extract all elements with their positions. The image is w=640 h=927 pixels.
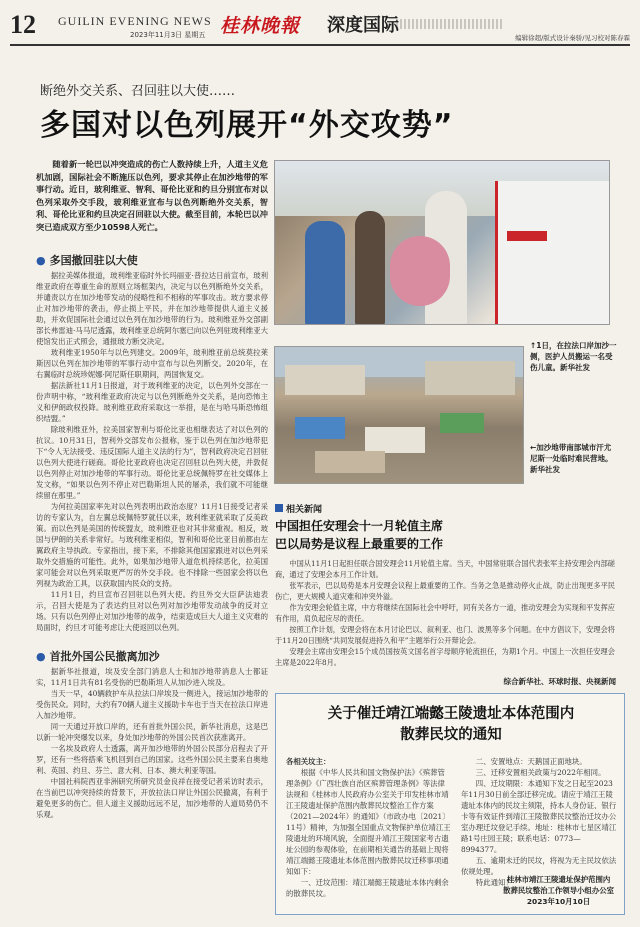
photo-ambulance-stripe: [507, 231, 547, 241]
section1-paragraph: 据法新社11月1日报道，对于玻利维亚的决定，以色列外交部在一份声明中称，“玻利维亚政府决定与以色列断绝外交关系，是向恐怖主义和伊朗政权投降。玻利维亚政府采取这一举措，是在与哈马斯恐怖组织结盟。”: [36, 381, 268, 423]
notice-paragraph: 特此通知！: [475, 878, 513, 887]
photo-child: [390, 236, 450, 306]
notice-paragraph: 五、逾期未迁的民坟，将视为无主民坟依法依规处理。: [461, 856, 617, 876]
related-news-title: [275, 517, 615, 553]
photo-tent: [295, 417, 345, 439]
section1-body: [36, 270, 268, 638]
article-headline: 多国对以色列展开“外交攻势”: [40, 108, 454, 143]
photo-tent: [440, 413, 484, 433]
notice-left-column: [286, 756, 451, 899]
notice-salutation: 各相关坟主：: [286, 757, 331, 766]
issue-date: 2023年11月3日 星期五: [130, 31, 206, 39]
section2-paragraph: 同一天通过开放口岸的，还有首批外国公民，新华社消息，这是巴以新一轮冲突爆发以来，身处加沙地带的外国公民首次获准离开。: [36, 722, 268, 742]
section1-paragraph: 为何拉美国家率先对以色列表明出政治态度？11月1日接受记者采访的专家认为，自左翼总统佩特罗就任以来，玻利维亚就采取了反美政策。而以色列是美国的传统盟友，玻利维亚也对其非常重视。相反，玻国与伊朗的关系非常好。与玻利维亚相似，智利和哥伦比亚目前都由左翼政府主导执政。专家指出，接下来，不排除其他国家跟进对以色列采取外交措施的可能性。此外，如果加沙地带人道危机持续恶化，拉美国家可能会对以色列采取更严厉的外交手段。也不排除一些国家会将以色列视为政治工具，以获取国内民众的支持。: [36, 502, 268, 588]
notice-title: 关于催迁靖江端懿王陵遗址本体范围内 散葬民坟的通知: [327, 706, 575, 743]
related-paragraph: 按照工作计划，安理会将在本月讨论巴以、叙利亚、也门、波黑等多个问题。在中方倡议下，安理会将于11月20日围绕“共同发展促进持久和平”主题举行公开辩论会。: [275, 625, 615, 645]
photo2-caption: ←加沙地带南部城市汗尤尼斯一处临时难民营地。新华社发: [530, 443, 613, 474]
photo1-caption: ↑1日，在拉法口岸加沙一侧，医护人员搬运一名受伤儿童。新华社发: [530, 341, 617, 372]
section1-paragraph: 11月1日，约旦宣布召回驻以色列大使。约旦外交大臣萨法迪表示，召回大使是为了表达约旦对以色列对加沙地带发动战争的反对立场。只有以色列停止对加沙地带的战争，结束造成巨大人道主义灾难的局面时，约旦才可能考虑让大使返回以色列。: [36, 590, 268, 632]
masthead: [0, 0, 640, 46]
public-notice-box: [275, 693, 625, 915]
paper-logo: 桂林晚報: [220, 15, 301, 37]
decorative-ribbon: [396, 19, 504, 29]
notice-signature: 桂林市靖江王陵遗址保护范围内 散葬民坟整治工作领导小组办公室 2023年10月10日: [503, 875, 614, 906]
related-news-tag: 相关新闻: [275, 502, 322, 515]
arrow-left-icon: ←: [530, 443, 537, 452]
article-kicker: 断绝外交关系、召回驻以大使……: [40, 84, 236, 99]
related-title-line: 巴以局势是议程上最重要的工作: [275, 537, 444, 551]
paper-name: GUILIN EVENING NEWS: [58, 14, 212, 28]
section2-paragraph: 一名埃及政府人士透露，离开加沙地带的外国公民部分启程去了开罗，还有一些将搭乘飞机回到自己的国家。这些外国公民主要来自奥地利、英国、约旦、芬兰、意大利、日本、澳大利亚等国。: [36, 744, 268, 775]
page-number: 12: [10, 10, 36, 39]
photo-bystander: [305, 221, 345, 325]
photo-rafah-crossing: [274, 160, 610, 325]
related-paragraph: 安理会主席由安理会15个成员国按英文国名首字母顺序轮流担任，为期1个月。中国上一次担任安理会主席是2022年8月。: [275, 647, 615, 667]
section2-paragraph: 当天一早，40辆救护车从拉法口岸埃及一侧进入，接运加沙地带的受伤民众。同时，大约有70辆人道主义援助卡车也于当天在拉法口岸进入加沙地带。: [36, 689, 268, 720]
section2-paragraph: 中国社科院西亚非洲研究所研究员金良祥在接受记者采访时表示，在当前巴以冲突持续的背景下，开放拉法口岸让外国公民撤离，有利于避免更多的伤亡。但人道主义援助远远不足，加沙地带的人道局势仍不乐观。: [36, 777, 268, 819]
notice-paragraph: 二、安置地点：天鹅国正面地块。: [475, 757, 587, 766]
masthead-divider: [10, 44, 630, 46]
section2-heading: [36, 648, 160, 664]
section1-heading: [36, 252, 138, 268]
notice-paragraph: 四、迁坟期限：本通知下发之日起至2023年11月30日前全部迁移完成。请应于靖江王陵遗址本体内的民坟主须限，持本人身份证、银行卡等有效证件到靖江王陵散葬民坟整治迁坟办公室办理迁坟登记手续。地址：桂林市七星区靖江路1号庄园王陵；联系电话：0773—8994377。: [461, 779, 617, 854]
related-news-body: [275, 558, 615, 668]
bullet-icon: ●: [36, 254, 46, 267]
section1-paragraph: 除玻利维亚外，拉美国家智利与哥伦比亚也相继表达了对以色列的抗议。10月31日，智利外交部发布公报称，鉴于以色列在加沙地带犯下“令人无法接受、违反国际人道主义法的行为”，智利政府决定召回驻以色列大使进行磋商。哥伦比亚政府也决定召回驻以色列大使，并敦促以色列停止对加沙地带的军事行动。哥伦比亚总统佩特罗在社交媒体上发文称，“如果以色列不停止对巴勒斯坦人民的屠杀，我们就不可能继续留在那里。”: [36, 425, 268, 500]
photo-ambulance: [495, 181, 610, 325]
photo-refugee-camp: [274, 346, 524, 484]
photo-building: [285, 365, 365, 395]
square-bullet-icon: [275, 504, 283, 512]
related-title-line: 中国担任安理会十一月轮值主席: [275, 519, 444, 533]
photo-tent: [315, 451, 385, 473]
photo-building: [425, 361, 515, 395]
related-paragraph: 张军表示，巴以局势是本月安理会议程上最重要的工作。当务之急是推动停火止战，防止出现更多平民伤亡，更大规模人道灾难和冲突外溢。: [275, 581, 615, 601]
section1-paragraph: 据拉美媒体报道，玻利维亚临时外长玛丽亚·普拉达日前宣布，玻利维亚政府在尊重生命的原则立场框架内，决定与以色列断绝外交关系，并谴责以方在加沙地带发动的侵略性和不相称的军事攻击。玻方要求停止对加沙地带的袭击，停止损上平民，并在加沙地带提供人道主义援助，并欢促国际社会通过以色列在加沙地带的行为。玻利维亚外交部副部长弗雷迪·马马尼透露，玻利维亚总统阿尔塞已向以色列驻玻利维亚大使馆发出正式照会，通报玻方断交决定。: [36, 271, 268, 346]
notice-paragraph: 一、迁坟范围：靖江端懿王陵遗址本体内剩余的散葬民坟。: [286, 878, 449, 898]
section2-body: [36, 666, 268, 916]
related-paragraph: 作为安理会轮值主席，中方将继续在国际社会中呼吁，同有关各方一道，推动安理会为实现和平发挥应有作用，肩负起应尽的责任。: [275, 603, 615, 623]
photo-tent: [365, 427, 425, 453]
notice-paragraph: 三、迁移安置相关政策与2022年相同。: [475, 768, 606, 777]
section2-title: 首批外国公民撤离加沙: [49, 650, 160, 663]
editor-credits: 编辑徐超/版式设计秦骄/见习校对陈春霖: [515, 34, 630, 42]
bullet-icon: ●: [36, 650, 46, 663]
section1-paragraph: 玻利维亚1950年与以色列建交。2009年，玻利维亚前总统莫拉莱斯因以色列在加沙地带的军事行动中宣布与以色列断交。2020年，在右翼临时总统珍妮娜·阿尼斯任职期间，两国恢复交。: [36, 348, 268, 379]
notice-paragraph: 根据《中华人民共和国文物保护法》《殡葬管理条例》《广西壮族自治区殡葬管理条例》等法律法规和《桂林市人民政府办公室关于印发桂林市靖江王陵遗址保护范围内散葬民坟整治工作方案（2021—2024年）的通知》（市政办电〔2021〕11号）精神，为加强全国重点文物保护单位靖江王陵遗址的环境风貌，全面提升靖江王陵国家考古遗址公园的参观体验，在前期相关通告的基础上现将靖江端懿王陵遗址本体范围内散葬民坟迁移事项通知如下：: [286, 768, 451, 876]
section2-paragraph: 据新华社报道，埃及安全部门消息人士和加沙地带消息人士都证实，11月1日共有81名受伤的巴勒斯坦人从加沙进入埃及。: [36, 667, 268, 687]
section-title: 深度国际: [327, 15, 399, 36]
related-news-source: 综合新华社、环球时报、央视新闻: [503, 677, 616, 686]
section1-title: 多国撤回驻以大使: [49, 254, 138, 267]
arrow-up-icon: ↑: [530, 341, 537, 350]
article-lead: 随着新一轮巴以冲突造成的伤亡人数持续上升，人道主义危机加剧，国际社会不断施压以色列，要求其停止在加沙地带的军事行动。近日，玻利维亚、智利、哥伦比亚和约旦分别宣布对以色列采取外交手段，玻利维亚宣布与以色列断绝外交关系，智利、哥伦比亚和约旦决定召回驻以大使。截至目前，本轮巴以冲突已造成双方至少10598人死亡。: [36, 159, 268, 232]
related-paragraph: 中国从11月1日起担任联合国安理会11月轮值主席。当天，中国常驻联合国代表张军主持安理会内部磋商，通过了安理会本月工作计划。: [275, 559, 615, 579]
notice-right-column: [461, 756, 619, 888]
photo-bystander: [355, 211, 385, 325]
